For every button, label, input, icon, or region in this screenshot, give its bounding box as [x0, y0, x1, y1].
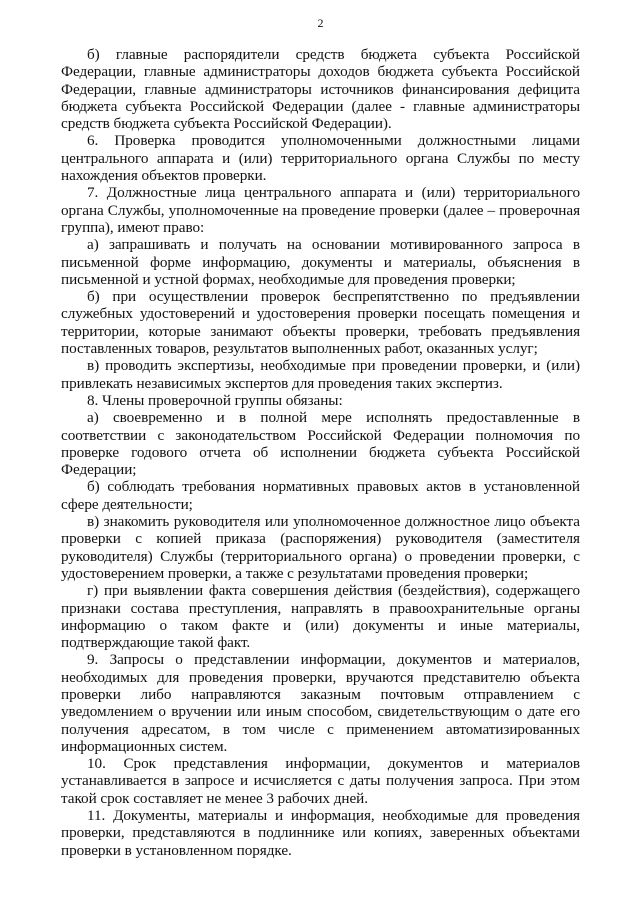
paragraph-8a-exercise-powers: а) своевременно и в полной мере исполнять предоставленные в соответствии с законодательством Российской Федерации полномочия по проверке годового отчета об исполнении бюджета субъекта Российской Федерации; [61, 409, 580, 479]
paragraph-7v-expertise: в) проводить экспертизы, необходимые при проведении проверки, и (или) привлекать независимых экспертов для проведения таких экспертиз. [61, 357, 580, 392]
paragraph-10-deadline: 10. Срок представления информации, документов и материалов устанавливается в запросе и исчисляется с даты получения запроса. При этом такой срок составляет не менее 3 рабочих дней. [61, 755, 580, 807]
paragraph-8v-acquaint-head: в) знакомить руководителя или уполномоченное должностное лицо объекта проверки с копией приказа (распоряжения) руководителя (заместителя руководителя) Службы (территориального органа) о проведении проверки, с удостоверением проверки, а также с результатами проведения проверки; [61, 513, 580, 582]
paragraph-8b-comply-requirements: б) соблюдать требования нормативных правовых актов в установленной сфере деятельности; [61, 478, 580, 513]
paragraph-7b-access-premises: б) при осуществлении проверок беспрепятственно по предъявлении служебных удостоверений и удостоверения проверки посещать помещения и территории, которые занимают объекты проверки, требовать предъявления поставленных товаров, результатов выполненных работ, оказанных услуг; [61, 288, 580, 358]
paragraph-7a-request-info: а) запрашивать и получать на основании мотивированного запроса в письменной форме информацию, документы и материалы, объяснения в письменной и устной формах, необходимые для проведения проверки; [61, 236, 580, 288]
paragraph-5b-chief-administrators: б) главные распорядители средств бюджета субъекта Российской Федерации, главные администраторы доходов бюджета субъекта Российской Федерации, главные администраторы источников финансирования дефицита бюджета субъекта Российской Федерации (далее - главные администраторы средств бюджета субъекта Российской Федерации). [61, 46, 580, 133]
page-number: 2 [317, 16, 324, 30]
paragraph-8g-report-crime: г) при выявлении факта совершения действия (бездействия), содержащего признаки состава преступления, направлять в правоохранительные органы информацию о таком факте и (или) документы и иные материалы, подтверждающие такой факт. [61, 582, 580, 652]
paragraph-8-group-duties: 8. Члены проверочной группы обязаны: [87, 391, 343, 409]
paragraph-7-officials-rights: 7. Должностные лица центрального аппарата и (или) территориального органа Службы, уполномоченные на проведение проверки (далее – проверочная группа), имеют право: [61, 184, 580, 236]
paragraph-9-requests-delivery: 9. Запросы о представлении информации, документов и материалов, необходимых для проведения проверки, вручаются представителю объекта проверки либо направляются заказным почтовым отправлением с уведомлением о вручении или иным способом, свидетельствующим о дате его получения адресатом, в том числе с применением автоматизированных информационных систем. [61, 651, 580, 755]
paragraph-6-inspection-conducted: 6. Проверка проводится уполномоченными должностными лицами центрального аппарата и (или) территориального органа Службы по месту нахождения объектов проверки. [61, 132, 580, 185]
paragraph-11-documents-submitted: 11. Документы, материалы и информация, необходимые для проведения проверки, представляются в подлиннике или копиях, заверенных объектами проверки в установленном порядке. [61, 807, 580, 859]
